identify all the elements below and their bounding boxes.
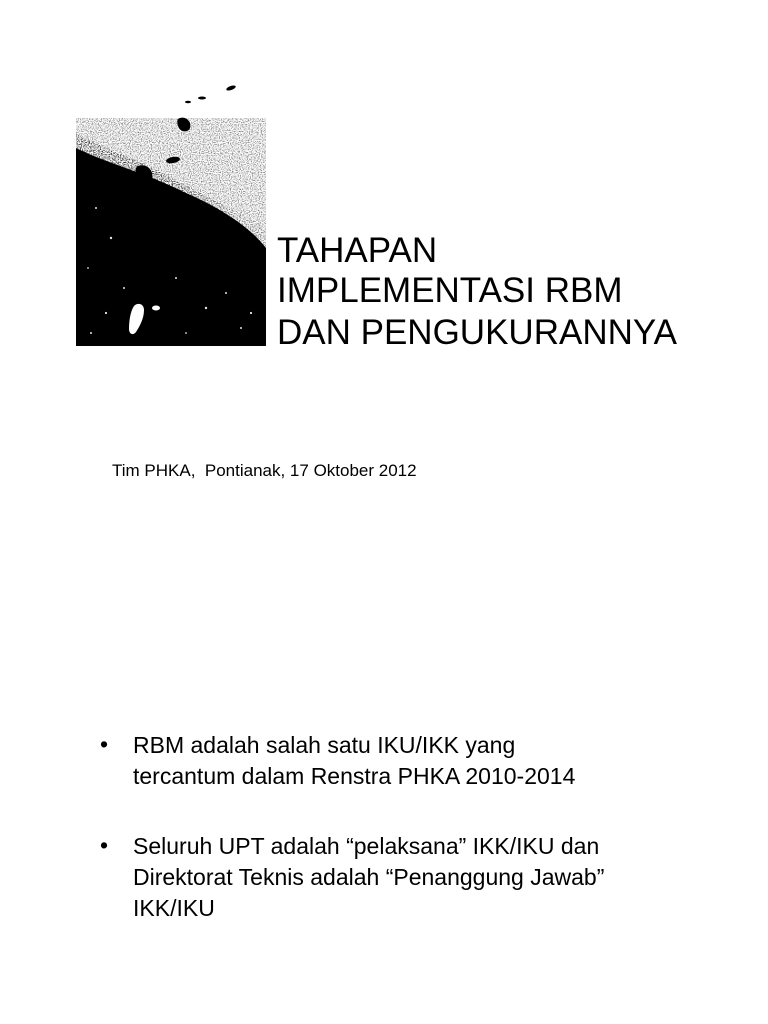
title-line-2: IMPLEMENTASI RBM (277, 271, 623, 310)
bullet-text-line: tercantum dalam Renstra PHKA 2010-2014 (133, 763, 576, 789)
slide-subtitle: Tim PHKA, Pontianak, 17 Oktober 2012 (112, 461, 417, 480)
bullet-icon: • (100, 832, 109, 858)
bullet-item (100, 730, 720, 792)
bullet-list (100, 730, 720, 963)
bullet-text-line: Direktorat Teknis adalah “Penanggung Jawab” (133, 864, 605, 890)
bullet-text-line: Seluruh UPT adalah “pelaksana” IKK/IKU dan (133, 833, 600, 859)
bullet-item (100, 831, 720, 924)
bullet-text-line: RBM adalah salah satu IKU/IKK yang (133, 732, 516, 758)
bullet-icon: • (100, 731, 109, 757)
title-line-3: DAN PENGUKURANNYA (277, 313, 677, 352)
footprints-in-sand-image (76, 78, 266, 346)
title-line-1: TAHAPAN (277, 231, 438, 270)
bullet-text-line: IKK/IKU (133, 895, 215, 921)
slide-title (277, 231, 677, 353)
